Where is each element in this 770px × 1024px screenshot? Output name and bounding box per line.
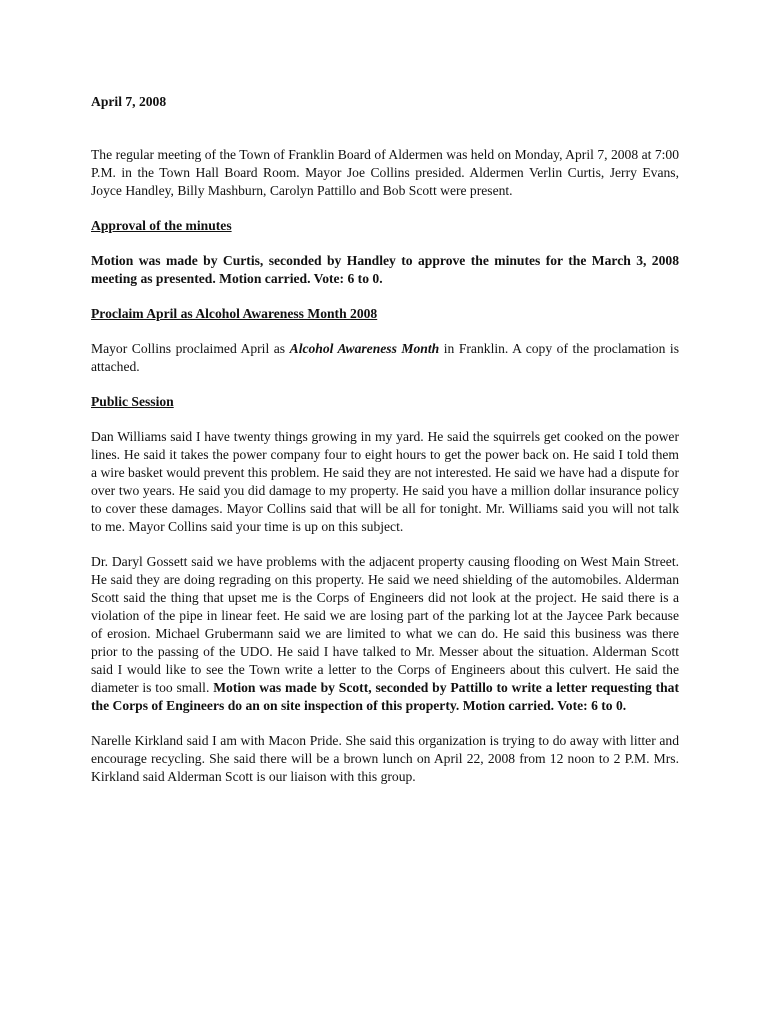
- proclamation-paragraph: [91, 340, 679, 376]
- public-session-heading: Public Session: [91, 394, 174, 409]
- public-session-paragraph-2-motion: Motion was made by Scott, seconded by Pattillo to write a letter requesting that the Corps of Engineers do an on site inspection of this property. Motion carried. Vote: 6 to 0.: [91, 680, 679, 713]
- proclamation-text-before: Mayor Collins proclaimed April as: [91, 341, 290, 356]
- proclamation-emphasis: Alcohol Awareness Month: [289, 341, 440, 356]
- proclamation-heading: Proclaim April as Alcohol Awareness Month 2008: [91, 306, 378, 321]
- document-page: [91, 93, 679, 803]
- intro-paragraph: The regular meeting of the Town of Franklin Board of Aldermen was held on Monday, April 7, 2008 at 7:00 P.M. in the Town Hall Board Room. Mayor Joe Collins presided. Aldermen Verlin Curtis, Jerry Evans, Joyce Handley, Billy Mashburn, Carolyn Pattillo and Bob Scott were present.: [91, 147, 679, 198]
- public-session-paragraph-3: Narelle Kirkland said I am with Macon Pride. She said this organization is trying to do away with litter and encourage recycling. She said there will be a brown lunch on April 22, 2008 from 12 noon to 2 P.M. Mrs. Kirkland said Alderman Scott is our liaison with this group.: [91, 733, 679, 784]
- minutes-heading: Approval of the minutes: [91, 218, 232, 233]
- public-session-paragraph-1: Dan Williams said I have twenty things growing in my yard. He said the squirrels get cooked on the power lines. He said it takes the power company four to eight hours to get the power back on. He said I told them a wire basket would prevent this problem. He said they are not interested. He said we have had a dispute for over two years. He said you did damage to my property. He said you have a million dollar insurance policy to cover these damages. Mayor Collins said that will be all for tonight. Mr. Williams said you will not talk to me. Mayor Collins said your time is up on this subject.: [91, 429, 679, 534]
- minutes-motion: Motion was made by Curtis, seconded by Handley to approve the minutes for the March 3, 2008 meeting as presented. Motion carried. Vote: 6 to 0.: [91, 253, 679, 286]
- public-session-paragraph-2: [91, 553, 679, 715]
- meeting-date: April 7, 2008: [91, 94, 167, 109]
- proclamation-text-after: in Franklin. A copy of the proclamation is attached.: [91, 341, 679, 374]
- public-session-paragraph-2-text: Dr. Daryl Gossett said we have problems with the adjacent property causing flooding on West Main Street. He said they are doing regrading on this property. He said we need shielding of the automobiles. Alderman Scott said the thing that upset me is the Corps of Engineers did not look at the project. He said there is a violation of the pipe in linear feet. He said we are losing part of the parking lot at the Jaycee Park because of erosion. Michael Grubermann said we are limited to what we can do. He said this business was there prior to the passing of the UDO. He said I have talked to Mr. Messer about the situation. Alderman Scott said I would like to see the Town write a letter to the Corps of Engineers about this culvert. He said the diameter is too small.: [91, 554, 679, 695]
